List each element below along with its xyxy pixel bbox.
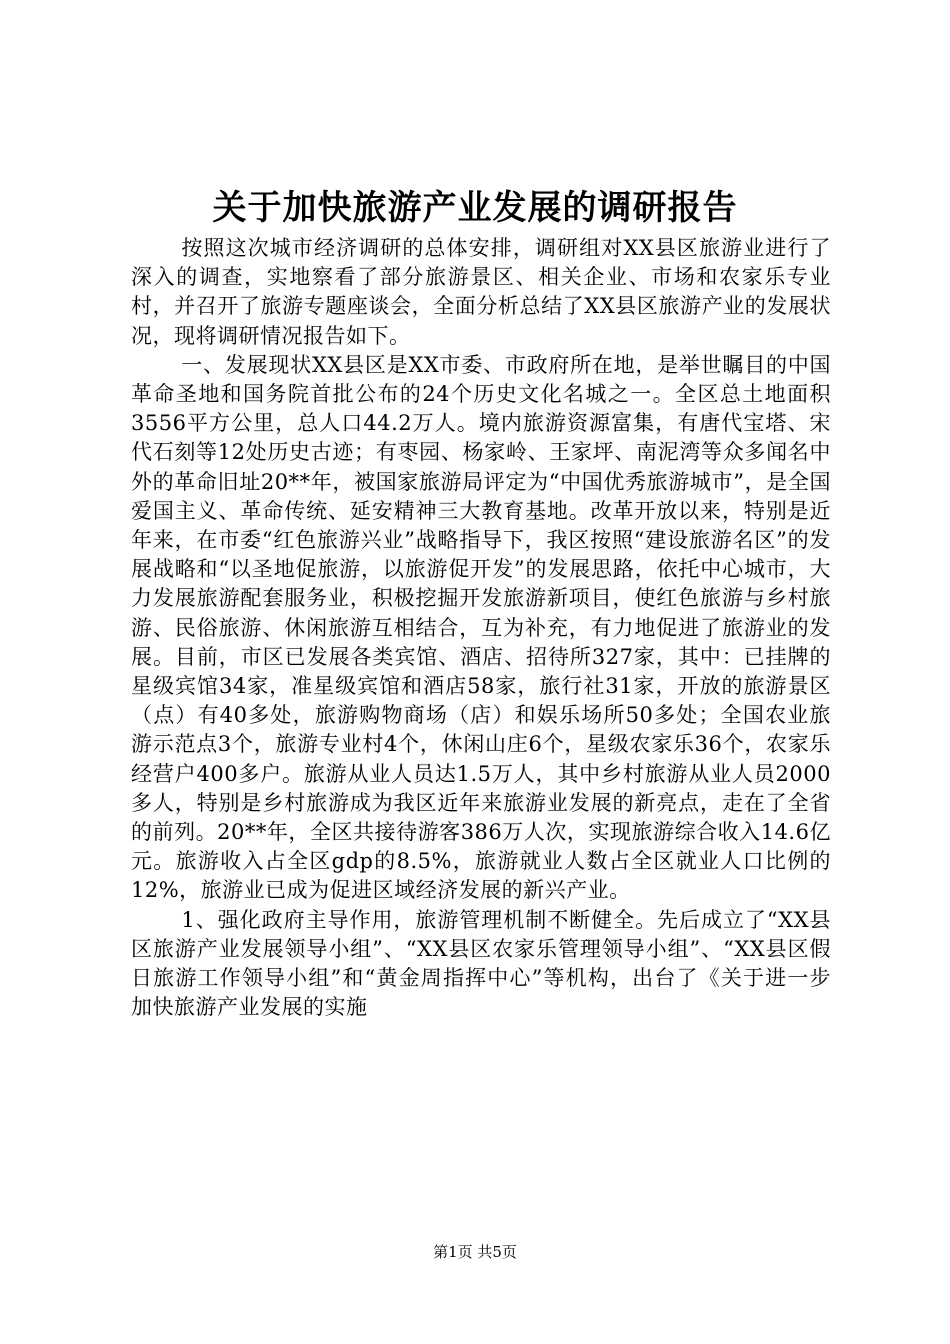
paragraph-government-role: 1、强化政府主导作用，旅游管理机制不断健全。先后成立了“XX县区旅游产业发展领导小组”、“XX县区农家乐管理领导小组”、“XX县区假日旅游工作领导小组”和“黄金周指挥中心”等机构，出台了《关于进一步加快旅游产业发展的实施 bbox=[131, 907, 831, 1020]
document-body bbox=[131, 234, 831, 1022]
document-title: 关于加快旅游产业发展的调研报告 bbox=[212, 188, 738, 228]
paragraph-current-status: 一、发展现状XX县区是XX市委、市政府所在地，是举世瞩目的中国革命圣地和国务院首批公布的24个历史文化名城之一。全区总土地面积3556平方公里，总人口44.2万人。境内旅游资源富集，有唐代宝塔、宋代石刻等12处历史古迹；有枣园、杨家岭、王家坪、南泥湾等众多闻名中外的革命旧址20**年，被国家旅游局评定为“中国优秀旅游城市”，是全国爱国主义、革命传统、延安精神三大教育基地。改革开放以来，特别是近年来，在市委“红色旅游兴业”战略指导下，我区按照“建设旅游名区”的发展战略和“以圣地促旅游，以旅游促开发”的发展思路，依托中心城市，大力发展旅游配套服务业，积极挖掘开发旅游新项目，使红色旅游与乡村旅游、民俗旅游、休闲旅游互相结合，互为补充，有力地促进了旅游业的发展。目前，市区已发展各类宾馆、酒店、招待所327家，其中：已挂牌的星级宾馆34家，准星级宾馆和酒店58家，旅行社31家，开放的旅游景区（点）有40多处，旅游购物商场（店）和娱乐场所50多处；全国农业旅游示范点3个，旅游专业村4个，休闲山庄6个，星级农家乐36个，农家乐经营户400多户。旅游从业人员达1.5万人，其中乡村旅游从业人员2000多人，特别是乡村旅游成为我区近年来旅游业发展的新亮点，走在了全省的前列。20**年，全区共接待游客386万人次，实现旅游综合收入14.6亿元。旅游收入占全区gdp的8.5%，旅游就业人数占全区就业人口比例的12%，旅游业已成为促进区域经济发展的新兴产业。 bbox=[131, 352, 831, 903]
paragraph-intro: 按照这次城市经济调研的总体安排，调研组对XX县区旅游业进行了深入的调查，实地察看了部分旅游景区、相关企业、市场和农家乐专业村，并召开了旅游专题座谈会，全面分析总结了XX县区旅游产业的发展状况，现将调研情况报告如下。 bbox=[131, 236, 831, 348]
page-number-footer: 第1页 共5页 bbox=[433, 1243, 517, 1261]
